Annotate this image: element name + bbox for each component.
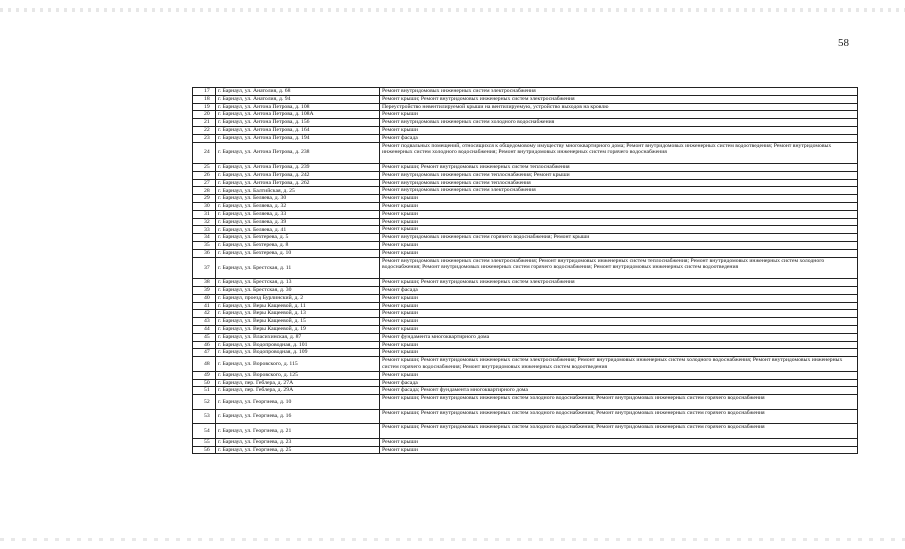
row-number: 43 [193, 318, 216, 326]
row-address: г. Барнаул, ул. Георгиева, д. 25 [216, 446, 380, 454]
row-address: г. Барнаул, ул. Антона Петрова, д. 164 [216, 126, 380, 134]
row-address: г. Барнаул, пер. Геблера, д. 29А [216, 387, 380, 395]
row-works: Ремонт внутридомовых инженерных систем теплоснабжения; Ремонт крыши [380, 171, 858, 179]
row-number: 24 [193, 142, 216, 164]
row-works: Ремонт фасада [380, 286, 858, 294]
table-row [193, 126, 858, 134]
row-address: г. Барнаул, ул. Бехтерева, д. 8 [216, 242, 380, 250]
row-works: Ремонт крыши [380, 210, 858, 218]
row-address: г. Барнаул, проезд Бурлинский, д. 2 [216, 294, 380, 302]
row-number: 51 [193, 387, 216, 395]
row-works: Переустройство невентилируемой крыши на вентилируемую, устройство выходов на кровлю [380, 103, 858, 111]
row-number: 25 [193, 164, 216, 172]
row-address: г. Барнаул, ул. Георгиева, д. 23 [216, 438, 380, 446]
row-number: 23 [193, 134, 216, 142]
row-works: Ремонт внутридомовых инженерных систем электроснабжения [380, 88, 858, 96]
row-address: г. Барнаул, ул. Водопроводная, д. 109 [216, 349, 380, 357]
row-works: Ремонт внутридомовых инженерных систем электроснабжения; Ремонт внутридомовых инженерных систем теплоснабжения; Ремонт внутридомовых инженерных систем холодного водоснабжения; Ремонт внутридомовых инженерных систем горячего водоснабжения; Ремонт внутридомовых инженерных систем водоотведения [380, 257, 858, 279]
row-number: 56 [193, 446, 216, 454]
table-row [193, 294, 858, 302]
row-works: Ремонт крыши [380, 294, 858, 302]
row-works: Ремонт крыши; Ремонт внутридомовых инженерных систем электроснабжения [380, 95, 858, 103]
row-address: г. Барнаул, ул. Беляева, д. 41 [216, 226, 380, 234]
table-row [193, 218, 858, 226]
row-number: 26 [193, 171, 216, 179]
row-address: г. Барнаул, ул. Антона Петрова, д. 238 [216, 142, 380, 164]
table-row [193, 409, 858, 424]
row-number: 35 [193, 242, 216, 250]
table-row [193, 357, 858, 372]
row-number: 42 [193, 310, 216, 318]
table-row [193, 325, 858, 333]
row-number: 33 [193, 226, 216, 234]
row-works: Ремонт крыши; Ремонт внутридомовых инженерных систем электроснабжения [380, 279, 858, 287]
table-row [193, 341, 858, 349]
row-address: г. Барнаул, ул. Брестская, д. 11 [216, 257, 380, 279]
table-row [193, 234, 858, 242]
row-works: Ремонт крыши [380, 218, 858, 226]
row-address: г. Барнаул, ул. Георгиева, д. 10 [216, 395, 380, 410]
table-row [193, 187, 858, 195]
row-address: г. Барнаул, ул. Водопроводная, д. 101 [216, 341, 380, 349]
row-works: Ремонт крыши [380, 371, 858, 379]
row-works: Ремонт крыши [380, 310, 858, 318]
table-row [193, 387, 858, 395]
page-number: 58 [838, 37, 849, 49]
row-number: 39 [193, 286, 216, 294]
row-number: 46 [193, 341, 216, 349]
table-row [193, 257, 858, 279]
row-works: Ремонт крыши; Ремонт внутридомовых инженерных систем холодного водоснабжения; Ремонт внутридомовых инженерных систем горячего водоснабжения [380, 424, 858, 439]
row-address: г. Барнаул, ул. Беляева, д. 39 [216, 218, 380, 226]
row-number: 27 [193, 179, 216, 187]
table-row [193, 286, 858, 294]
table-row [193, 179, 858, 187]
row-works: Ремонт крыши [380, 126, 858, 134]
row-works: Ремонт крыши [380, 349, 858, 357]
row-number: 53 [193, 409, 216, 424]
row-number: 17 [193, 88, 216, 96]
row-works: Ремонт внутридомовых инженерных систем электроснабжения [380, 187, 858, 195]
row-address: г. Барнаул, ул. Бехтерева, д. 10 [216, 249, 380, 257]
table-row [193, 164, 858, 172]
table-row [193, 195, 858, 203]
table-row [193, 446, 858, 454]
row-works: Ремонт крыши; Ремонт внутридомовых инженерных систем теплоснабжения [380, 164, 858, 172]
row-number: 18 [193, 95, 216, 103]
row-works: Ремонт крыши; Ремонт внутридомовых инженерных систем электроснабжения; Ремонт внутридомовых инженерных систем холодного водоснабжения; Ремонт внутридомовых инженерных систем горячего водоснабжения; Ремонт внутридомовых инженерных систем водоотведения [380, 357, 858, 372]
row-works: Ремонт внутридомовых инженерных систем горячего водоснабжения; Ремонт крыши [380, 234, 858, 242]
row-works: Ремонт фасада [380, 379, 858, 387]
row-address: г. Барнаул, ул. Беляева, д. 33 [216, 210, 380, 218]
row-works: Ремонт крыши [380, 242, 858, 250]
row-address: г. Барнаул, ул. Веры Кащеевой, д. 19 [216, 325, 380, 333]
row-works: Ремонт фасада; Ремонт фундамента многоквартирного дома [380, 387, 858, 395]
table-row [193, 119, 858, 127]
row-works: Ремонт крыши; Ремонт внутридомовых инженерных систем холодного водоснабжения; Ремонт внутридомовых инженерных систем горячего водоснабжения [380, 409, 858, 424]
table-row [193, 424, 858, 439]
table-body [193, 88, 858, 454]
table-row [193, 88, 858, 96]
row-number: 40 [193, 294, 216, 302]
row-address: г. Барнаул, ул. Антона Петрова, д. 108А [216, 111, 380, 119]
row-address: г. Барнаул, ул. Анатолия, д. 94 [216, 95, 380, 103]
row-address: г. Барнаул, ул. Бехтерева, д. 5 [216, 234, 380, 242]
row-address: г. Барнаул, ул. Беляева, д. 30 [216, 195, 380, 203]
table-row [193, 349, 858, 357]
table-row [193, 318, 858, 326]
row-address: г. Барнаул, ул. Власихинская, д. 87 [216, 333, 380, 341]
table-row [193, 371, 858, 379]
row-number: 32 [193, 218, 216, 226]
row-number: 45 [193, 333, 216, 341]
scan-edge-bottom [0, 538, 905, 541]
row-works: Ремонт фасада [380, 134, 858, 142]
table-row [193, 379, 858, 387]
table-row [193, 249, 858, 257]
table-row [193, 171, 858, 179]
row-works: Ремонт крыши [380, 203, 858, 211]
row-address: г. Барнаул, ул. Веры Кащеевой, д. 13 [216, 310, 380, 318]
row-number: 50 [193, 379, 216, 387]
row-number: 52 [193, 395, 216, 410]
row-number: 30 [193, 203, 216, 211]
row-number: 21 [193, 119, 216, 127]
row-number: 44 [193, 325, 216, 333]
table-row [193, 310, 858, 318]
row-number: 49 [193, 371, 216, 379]
row-address: г. Барнаул, ул. Антона Петрова, д. 194 [216, 134, 380, 142]
table-row [193, 242, 858, 250]
row-address: г. Барнаул, ул. Брестская, д. 30 [216, 286, 380, 294]
row-number: 31 [193, 210, 216, 218]
row-works: Ремонт крыши [380, 111, 858, 119]
row-number: 29 [193, 195, 216, 203]
row-address: г. Барнаул, ул. Антона Петрова, д. 156 [216, 119, 380, 127]
row-address: г. Барнаул, ул. Антона Петрова, д. 242 [216, 171, 380, 179]
row-number: 19 [193, 103, 216, 111]
row-address: г. Барнаул, ул. Георгиева, д. 21 [216, 424, 380, 439]
row-address: г. Барнаул, ул. Воровского, д. 115 [216, 357, 380, 372]
row-number: 34 [193, 234, 216, 242]
row-works: Ремонт подвальных помещений, относящихся к общедомовому имуществу многоквартирного дома; Ремонт внутридомовых инженерных систем водоотведения; Ремонт внутридомовых инженерных систем холодного водоснабжения; Ремонт внутридомовых инженерных систем горячего водоснабжения [380, 142, 858, 164]
table-row [193, 103, 858, 111]
table-row [193, 111, 858, 119]
row-address: г. Барнаул, пер. Геблера, д. 27А [216, 379, 380, 387]
row-works: Ремонт крыши [380, 438, 858, 446]
row-works: Ремонт крыши [380, 302, 858, 310]
row-number: 28 [193, 187, 216, 195]
row-works: Ремонт крыши [380, 226, 858, 234]
row-number: 22 [193, 126, 216, 134]
row-works: Ремонт крыши [380, 318, 858, 326]
row-address: г. Барнаул, ул. Брестская, д. 13 [216, 279, 380, 287]
table-row [193, 134, 858, 142]
table-row [193, 302, 858, 310]
row-number: 47 [193, 349, 216, 357]
row-works: Ремонт крыши; Ремонт внутридомовых инженерных систем холодного водоснабжения; Ремонт внутридомовых инженерных систем горячего водоснабжения [380, 395, 858, 410]
row-address: г. Барнаул, ул. Веры Кащеевой, д. 11 [216, 302, 380, 310]
row-address: г. Барнаул, ул. Георгиева, д. 16 [216, 409, 380, 424]
row-works: Ремонт крыши [380, 325, 858, 333]
row-works: Ремонт внутридомовых инженерных систем теплоснабжения [380, 179, 858, 187]
table-row [193, 203, 858, 211]
row-address: г. Барнаул, ул. Беляева, д. 32 [216, 203, 380, 211]
row-address: г. Барнаул, ул. Воровского, д. 125 [216, 371, 380, 379]
row-works: Ремонт крыши [380, 195, 858, 203]
row-number: 55 [193, 438, 216, 446]
row-works: Ремонт крыши [380, 249, 858, 257]
row-number: 54 [193, 424, 216, 439]
row-number: 48 [193, 357, 216, 372]
table-row [193, 95, 858, 103]
row-works: Ремонт фундамента многоквартирного дома [380, 333, 858, 341]
scan-edge-top [0, 8, 905, 12]
table-row [193, 438, 858, 446]
table-row [193, 395, 858, 410]
row-number: 36 [193, 249, 216, 257]
row-address: г. Барнаул, ул. Анатолия, д. 68 [216, 88, 380, 96]
row-address: г. Барнаул, ул. Антона Петрова, д. 262 [216, 179, 380, 187]
row-number: 41 [193, 302, 216, 310]
row-number: 20 [193, 111, 216, 119]
table-row [193, 226, 858, 234]
table-row [193, 142, 858, 164]
row-works: Ремонт крыши [380, 446, 858, 454]
row-address: г. Барнаул, ул. Веры Кащеевой, д. 15 [216, 318, 380, 326]
table-row [193, 333, 858, 341]
row-number: 37 [193, 257, 216, 279]
row-works: Ремонт крыши [380, 341, 858, 349]
row-works: Ремонт внутридомовых инженерных систем холодного водоснабжения [380, 119, 858, 127]
row-number: 38 [193, 279, 216, 287]
row-address: г. Барнаул, ул. Антона Петрова, д. 108 [216, 103, 380, 111]
table-row [193, 210, 858, 218]
row-address: г. Барнаул, ул. Балтийская, д. 25 [216, 187, 380, 195]
table-row [193, 279, 858, 287]
works-table [192, 87, 858, 454]
row-address: г. Барнаул, ул. Антона Петрова, д. 239 [216, 164, 380, 172]
